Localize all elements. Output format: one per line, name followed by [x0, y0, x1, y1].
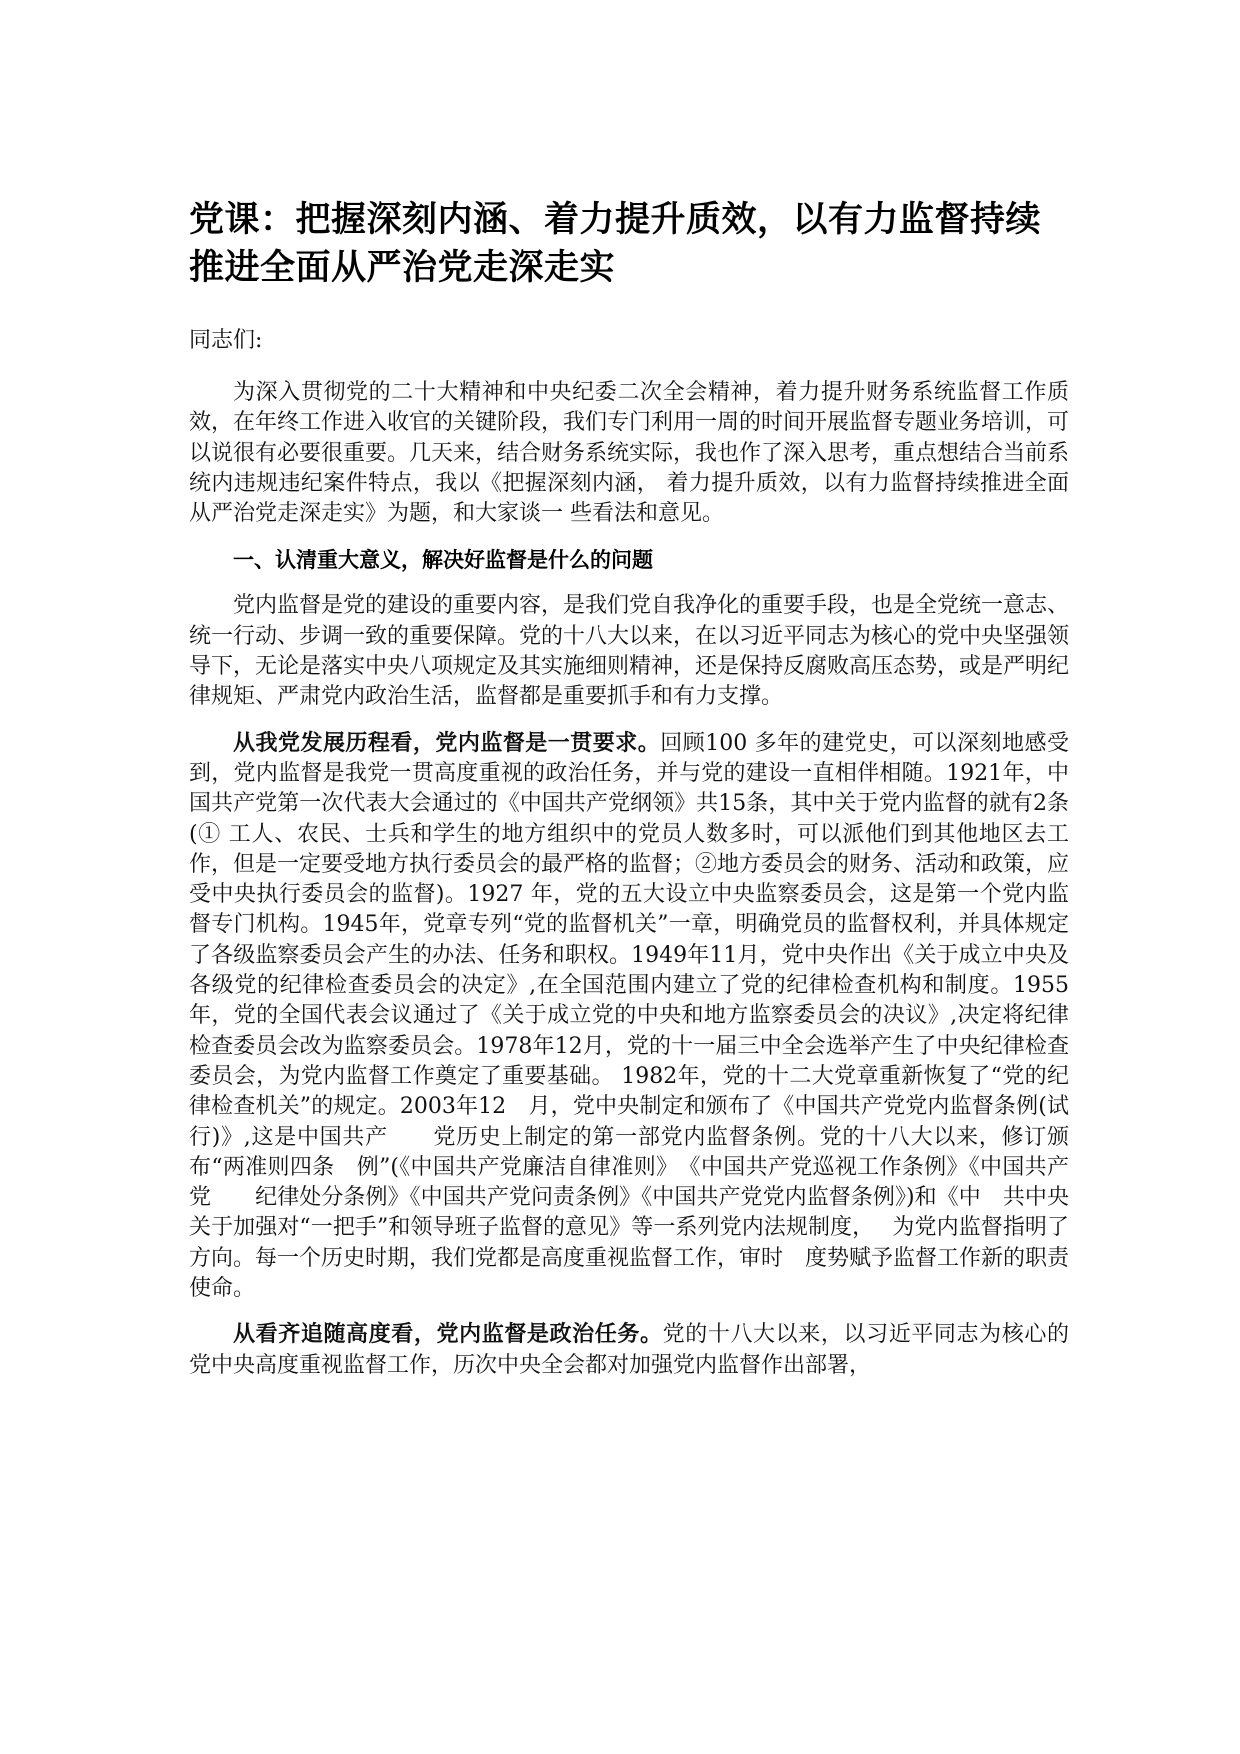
section1-paragraph-2	[189, 729, 1069, 1305]
paragraph-body: 党的十八大以来，以习近平同志为核心的党中央高度重视监督工作，历次中央全会都对加强党内监督作出部署，	[189, 1322, 1069, 1378]
intro-paragraph: 为深入贯彻党的二十大精神和中央纪委二次全会精神，着力提升财务系统监督工作质效，在年终工作进入收官的关键阶段，我们专门利用一周的时间开展监督专题业务培训，可以说很有必要很重要。几天来，结合财务系统实际，我也作了深入思考，重点想结合当前系统内违规违纪案件特点，我以《把握深刻内涵， 着力提升质效，以有力监督持续推进全面从严治党走深走实》为题，和大家谈一 些看法和意见。	[189, 380, 1070, 527]
document-page	[189, 196, 1069, 1397]
section-heading: 一、认清重大意义，解决好监督是什么的问题	[233, 548, 653, 573]
document-title: 党课：把握深刻内涵、着力提升质效，以有力监督持续推进全面从严治党走深走实	[189, 200, 1042, 288]
salutation: 同志们:	[189, 328, 263, 353]
paragraph-lead-sentence: 从我党发展历程看，党内监督是一贯要求。	[233, 730, 661, 756]
section1-paragraph-1: 党内监督是党的建设的重要内容，是我们党自我净化的重要手段，也是全党统一意志、统一行动、步调一致的重要保障。党的十八大以来，在以习近平同志为核心的党中央坚强领导下，无论是落实中央八项规定及其实施细则精神，还是保持反腐败高压态势，或是严明纪律规矩、严肃党内政治生活，监督都是重要抓手和有力支撑。	[189, 593, 1070, 710]
paragraph-lead-sentence: 从看齐追随高度看，党内监督是政治任务。	[233, 1322, 663, 1348]
section1-paragraph-3	[189, 1320, 1069, 1381]
paragraph-body: 回顾100 多年的建党史，可以深刻地感受到，党内监督是我党一贯高度重视的政治任务，并与党的建设一直相伴相随。1921年，中国共产党第一次代表大会通过的《中国共产党纲领》共15条，其中关于党内监督的就有2条(① 工人、农民、士兵和学生的地方组织中的党员人数多时，可以派他们到其他地区去工作，但是一定要受地方执行委员会的最严格的监督；②地方委员会的财务、活动和政策，应受中央执行委员会的监督)。1927 年，党的五大设立中央监察委员会，这是第一个党内监督专门机构。1945年，党章专列“党的监督机关”一章，明确党员的监督权利，并具体规定了各级监察委员会产生的办法、任务和职权。1949年11月，党中央作出《关于成立中央及各级党的纪律检查委员会的决定》,在全国范围内建立了党的纪律检查机构和制度。1955 年，党的全国代表会议通过了《关于成立党的中央和地方监察委员会的决议》,决定将纪律检查委员会改为监察委员会。1978年12月，党的十一届三中全会选举产生了中央纪律检查委员会，为党内监督工作奠定了重要基础。 1982年，党的十二大党章重新恢复了“党的纪律检查机关”的规定。2003年12 月，党中央制定和颁布了《中国共产党党内监督条例(试行)》,这是中国共产 党历史上制定的第一部党内监督条例。党的十八大以来，修订颁布“两准则四条 例”(《中国共产党廉洁自律准则》 《中国共产党巡视工作条例》《中国共产党 纪律处分条例》《中国共产党问责条例》《中国共产党党内监督条例》)和《中 共中央关于加强对“一把手”和领导班子监督的意见》等一系列党内法规制度， 为党内监督指明了方向。每一个历史时期，我们党都是高度重视监督工作，审时 度势赋予监督工作新的职责使命。	[189, 730, 1070, 1302]
